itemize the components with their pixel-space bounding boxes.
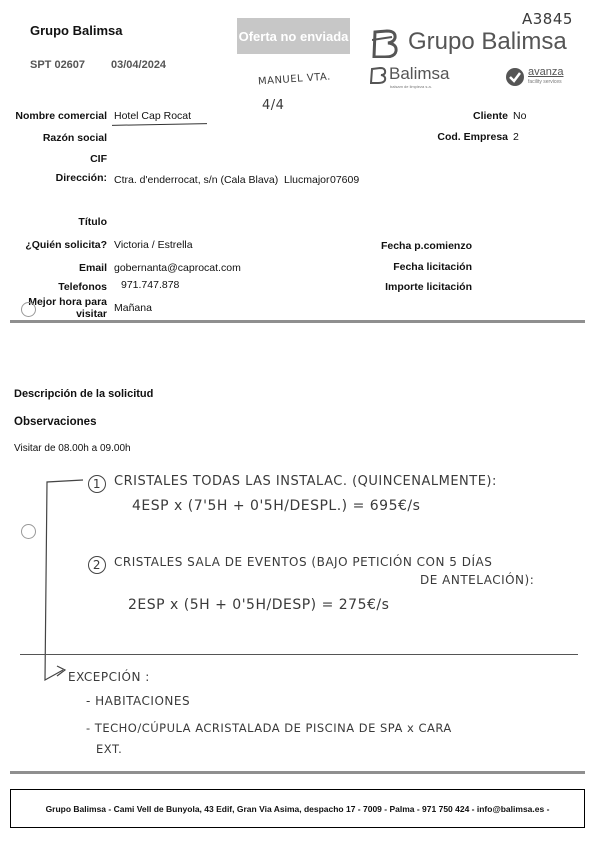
description-heading: Descripción de la solicitud <box>14 388 154 400</box>
cod-empresa-value: 2 <box>513 131 519 143</box>
mejor-hora-label <box>28 296 107 320</box>
note-2-text: CRISTALES SALA DE EVENTOS (BAJO PETICIÓN CON 5 DÍAS <box>114 555 493 569</box>
mejor-hora-label-line2: visitar <box>76 308 107 320</box>
cliente-label: Cliente <box>472 110 508 122</box>
note-1-calculation: 4ESP x (7'5H + 0'5H/DESPL.) = 695€/s <box>132 498 421 514</box>
status-badge: Oferta no enviada <box>237 18 350 54</box>
cliente-value: No <box>513 110 527 122</box>
note-1-text: CRISTALES TODAS LAS INSTALAC. (QUINCENALMENTE): <box>114 474 497 489</box>
avanza-text: avanza <box>528 66 564 78</box>
logo-main-text: Grupo Balimsa <box>408 28 567 55</box>
logo-small-tagline: balsam de limpieza s.a. <box>390 84 432 89</box>
avanza-tagline: facility services <box>528 79 562 85</box>
telefonos-label: Telefonos <box>58 281 107 293</box>
handwritten-name: MANUEL VTA. <box>257 71 332 88</box>
nombre-comercial-value: Hotel Cap Rocat <box>114 110 192 122</box>
balimsa-logo <box>370 64 470 92</box>
mejor-hora-label-line1: Mejor hora para <box>28 296 107 308</box>
excepcion-item-2: - TECHO/CÚPULA ACRISTALADA DE PISCINA DE SPA x CARA <box>86 721 452 735</box>
cif-label: CIF <box>90 153 107 165</box>
grupo-balimsa-logo <box>372 26 572 60</box>
fecha-comienzo-label: Fecha p.comienzo <box>380 240 472 252</box>
razon-social-label: Razón social <box>42 132 107 144</box>
email-value: gobernanta@caprocat.com <box>114 262 241 274</box>
quien-solicita-value: Victoria / Estrella <box>114 239 193 251</box>
excepcion-item-2-continued: EXT. <box>96 742 123 756</box>
footer-text: Grupo Balimsa - Cami Vell de Bunyola, 43 Edif, Gran Via Asima, despacho 17 - 7009 - Palma - 971 750 424 - info@balimsa.es - <box>45 803 550 814</box>
note-2-number: 2 <box>88 556 106 574</box>
handwritten-doc-code: A3845 <box>522 10 573 28</box>
direccion-value: Ctra. d'enderrocat, s/n (Cala Blava) <box>114 174 279 186</box>
nombre-comercial-label: Nombre comercial <box>15 110 107 122</box>
quien-solicita-label: ¿Quién solicita? <box>25 239 107 251</box>
balimsa-b-icon <box>372 28 400 58</box>
titulo-label: Título <box>78 216 107 228</box>
observaciones-text: Visitar de 08.00h a 09.00h <box>14 443 131 454</box>
bracket-line <box>35 470 95 690</box>
importe-licitacion-label: Importe licitación <box>385 281 472 293</box>
handwritten-fraction: 4/4 <box>262 98 285 113</box>
avanza-logo <box>505 66 570 88</box>
reference-number: SPT 02607 <box>30 59 86 71</box>
direccion-label: Dirección: <box>55 172 107 184</box>
observaciones-heading: Observaciones <box>14 416 97 428</box>
handwritten-divider <box>20 654 578 655</box>
bottom-divider <box>10 771 585 774</box>
handwritten-underline <box>112 123 207 126</box>
logo-small-text: Balimsa <box>389 64 450 83</box>
note-1-number: 1 <box>88 475 106 493</box>
avanza-check-icon <box>505 67 525 87</box>
note-2-text-continued: DE ANTELACIÓN): <box>420 573 535 587</box>
codigo-postal-value: 07609 <box>330 174 360 186</box>
section-divider <box>10 320 585 323</box>
note-2-calculation: 2ESP x (5H + 0'5H/DESP) = 275€/s <box>128 597 390 613</box>
excepcion-item-1: - HABITACIONES <box>86 694 191 708</box>
punch-hole-icon <box>21 524 36 539</box>
email-label: Email <box>78 262 107 274</box>
company-name: Grupo Balimsa <box>30 23 123 38</box>
balimsa-small-b-icon <box>370 66 388 84</box>
mejor-hora-value: Mañana <box>114 302 152 314</box>
ciudad-value: Llucmajor <box>284 174 330 186</box>
cod-empresa-label: Cod. Empresa <box>437 131 508 143</box>
punch-hole-icon <box>21 302 36 317</box>
fecha-licitacion-label: Fecha licitación <box>393 261 472 273</box>
document-date: 03/04/2024 <box>111 59 167 71</box>
excepcion-heading: EXCEPCIÓN : <box>68 670 150 684</box>
footer-box <box>10 789 585 828</box>
telefonos-value: 971.747.878 <box>121 279 180 291</box>
